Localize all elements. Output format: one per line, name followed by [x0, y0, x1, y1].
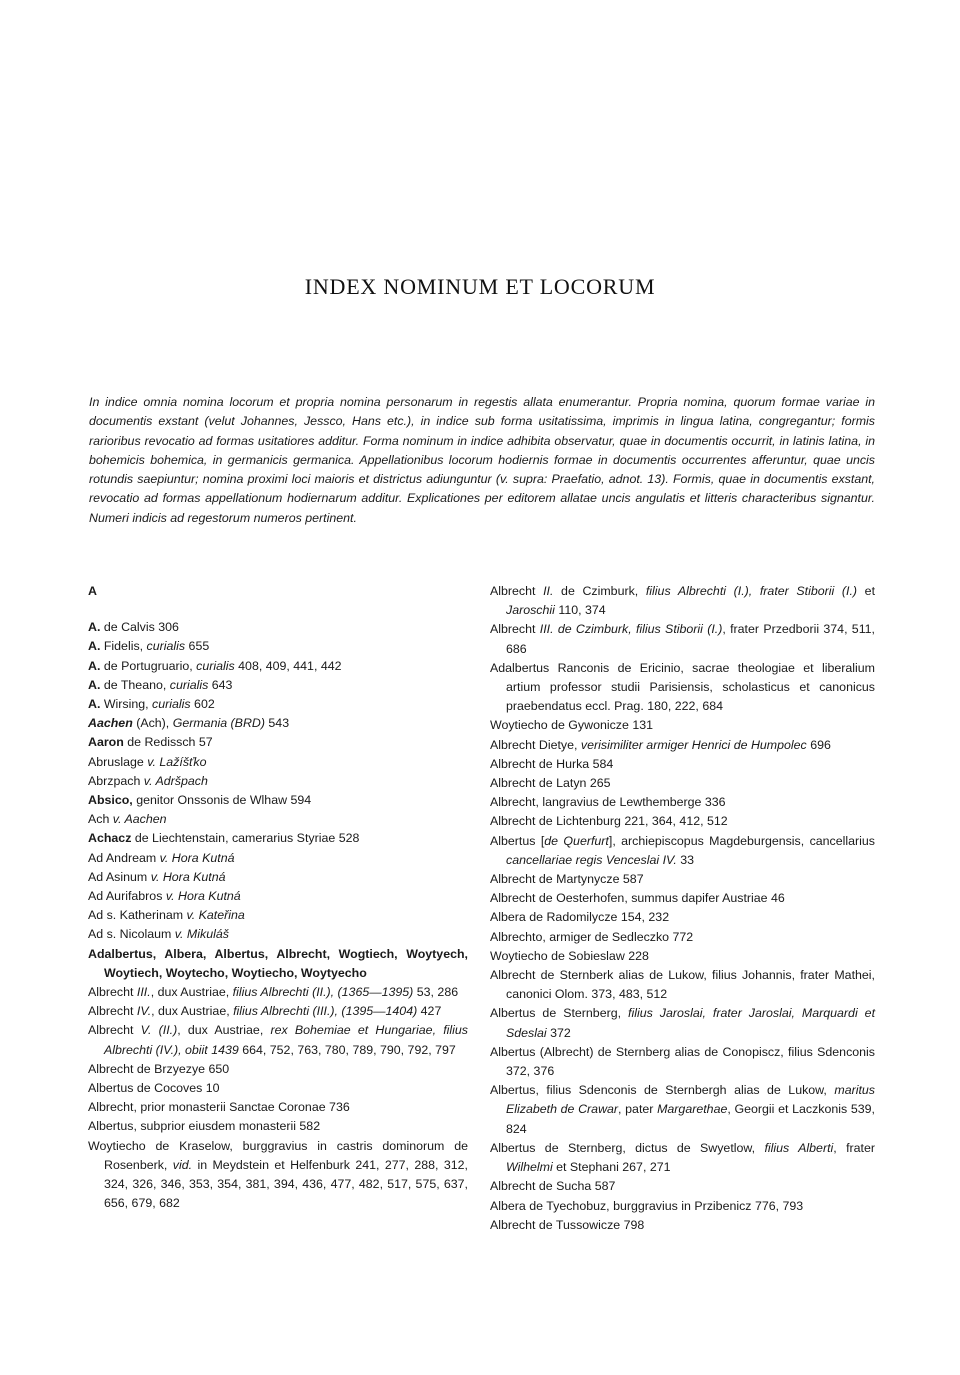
- entry-part: curialis: [196, 658, 235, 673]
- entry-part: Albertus [: [490, 833, 545, 848]
- entry-part: , dux Austriae,: [151, 1004, 234, 1019]
- entry-part: Albertus (Albrecht) de Sternberg alias de Conopiscz, filius Sdenconis 372, 376: [490, 1044, 875, 1079]
- entry-part: Albrecht: [490, 584, 544, 598]
- entry-part: Albrecht de Sternberk alias de Lukow, filius Johannis, frater Mathei, canonici Olom. 373, 483, 512: [490, 968, 875, 1002]
- index-entry: [88, 791, 468, 810]
- index-entry: [88, 829, 468, 848]
- index-entry: [88, 1117, 468, 1136]
- index-entry: [88, 1098, 468, 1117]
- entry-part: A.: [88, 677, 101, 692]
- entry-part: Albertus, filius Sdenconis de Sternbergh alias de Lukow,: [490, 1083, 835, 1098]
- entry-part: de Liechtenstain, camerarius Styriae 528: [131, 831, 360, 846]
- index-entry: [490, 908, 875, 927]
- entry-part: , pater: [618, 1102, 658, 1117]
- entry-part: 372: [546, 1025, 571, 1040]
- entry-part: 643: [208, 677, 233, 692]
- entry-part: in Meydstein et Helfenburk 241, 277, 288, 312, 324, 326, 346, 353, 354, 381, 394, 436, 477, 482, 517, 575, 637, 656, 679, 682: [104, 1157, 469, 1211]
- entry-part: Albrecht de Sucha 587: [490, 1179, 616, 1194]
- entry-part: IV.: [136, 1004, 152, 1019]
- entry-part: , frater Przedborii 374, 511, 686: [506, 622, 875, 656]
- index-entry: [88, 810, 468, 829]
- entry-part: (Ach),: [132, 716, 173, 731]
- index-entry: [88, 753, 468, 772]
- entry-part: Jaroschii: [506, 603, 555, 618]
- entry-part: Albrecht de Martynycze 587: [490, 872, 644, 887]
- index-entry: [88, 849, 468, 868]
- entry-part: 655: [185, 639, 210, 654]
- entry-part: Albrecht, langravius de Lewthemberge 336: [490, 795, 726, 810]
- index-entry: [490, 1139, 875, 1177]
- entry-part: Albrechto, armiger de Sedleczko 772: [490, 929, 694, 944]
- index-entry: [490, 1043, 875, 1081]
- index-entry: [88, 887, 468, 906]
- entry-part: curialis: [152, 697, 191, 711]
- entry-part: 427: [417, 1004, 442, 1019]
- index-entry: [490, 1197, 875, 1216]
- entry-part: Achacz: [88, 831, 132, 846]
- index-entry: [490, 716, 875, 735]
- entry-part: Aachen: [88, 716, 133, 731]
- entry-part: Woytiecho de Sobieslaw 228: [490, 948, 649, 963]
- index-entry: [490, 736, 875, 755]
- entry-part: Albertus de Cocoves 10: [88, 1081, 220, 1096]
- entry-part: Adalbertus, Albera, Albertus, Albrecht, Wogtiech, Woytyech, Woytiech, Woytecho, Woytiecho, Woytyecho: [88, 946, 468, 980]
- entry-part: maritus Elizabeth de Crawar: [506, 1083, 875, 1117]
- entry-part: filius Albrechti (II.), (1365—1395): [232, 985, 414, 1000]
- entry-part: v. Aachen: [112, 812, 167, 827]
- entry-part: Albertus de Sternberg,: [490, 1006, 629, 1021]
- index-entry: [88, 1021, 468, 1059]
- index-entry: [490, 582, 875, 620]
- entry-part: filius Jaroslai, frater Jaroslai, Marquardi et Sdeslai: [506, 1006, 876, 1040]
- entry-part: II.: [543, 584, 554, 598]
- index-entry: [490, 1004, 875, 1042]
- entry-part: Ad Aurifabros: [88, 889, 166, 904]
- entry-part: Absico,: [88, 793, 133, 808]
- entry-part: 696: [806, 737, 831, 752]
- index-entry: [88, 772, 468, 791]
- index-entry: [88, 1137, 468, 1214]
- entry-part: A.: [88, 697, 101, 711]
- entry-part: Albrecht, prior monasterii Sanctae Coronae 736: [88, 1100, 350, 1115]
- entry-part: Ad s. Nicolaum: [88, 927, 175, 942]
- index-entry: [490, 659, 875, 717]
- entry-part: de Redissch 57: [123, 735, 213, 750]
- index-entry: [88, 925, 468, 944]
- entry-part: 543: [264, 716, 290, 731]
- entry-part: filius Albrechti (I.), frater Stiborii (I.): [645, 584, 858, 598]
- entry-part: III.: [136, 985, 151, 1000]
- entry-part: Albera de Radomilycze 154, 232: [490, 910, 670, 925]
- index-entry: [88, 695, 468, 714]
- entry-part: 33: [676, 852, 695, 867]
- entry-part: Wirsing,: [100, 697, 153, 711]
- index-entry: [88, 945, 468, 983]
- entry-part: cancellariae regis Venceslai IV.: [506, 852, 677, 867]
- entry-part: filius Alberti: [764, 1140, 834, 1155]
- entry-part: 602: [190, 697, 215, 711]
- index-entry: [490, 1081, 875, 1139]
- entry-part: Abrzpach: [88, 773, 144, 788]
- entry-part: v. Lažíšťko: [147, 754, 207, 769]
- index-column-left: [88, 582, 468, 1213]
- entry-part: de Czimburk,: [553, 584, 646, 598]
- index-entry: [88, 1002, 468, 1021]
- entry-part: Albrecht: [490, 622, 540, 637]
- entry-part: Abruslage: [88, 754, 148, 769]
- entry-part: Ad Asinum: [88, 869, 151, 884]
- index-entry: [88, 657, 468, 676]
- index-entry: [490, 870, 875, 889]
- entry-part: Fidelis,: [100, 639, 147, 654]
- entry-part: Albrecht de Hurka 584: [490, 756, 614, 771]
- entry-part: Ach: [88, 812, 113, 827]
- entry-part: Ad Andream: [88, 850, 160, 865]
- index-entry: [490, 620, 875, 658]
- section-letter: A: [88, 584, 97, 598]
- entry-part: Aaron: [88, 735, 124, 750]
- entry-part: Albrecht de Tussowicze 798: [490, 1217, 645, 1232]
- entry-part: et Stephani 267, 271: [552, 1160, 671, 1175]
- index-entry: [88, 983, 468, 1002]
- entry-part: v. Adršpach: [143, 773, 208, 788]
- index-entry: [490, 832, 875, 870]
- entry-part: Adalbertus Ranconis de Ericinio, sacrae theologiae et liberalium artium professor studii Parisiensis, scholasticus et canonicus praebendatus eccl. Prag. 180, 222, 684: [490, 660, 875, 714]
- entry-part: III. de Czimburk, filius Stiborii (I.): [539, 622, 723, 637]
- index-entry: [88, 637, 468, 656]
- entries-right: [490, 582, 875, 1235]
- entry-part: de Theano,: [100, 677, 170, 692]
- entry-part: A.: [88, 639, 101, 654]
- entry-part: 110, 374: [554, 603, 606, 618]
- entry-part: Albrecht: [88, 985, 137, 1000]
- entry-part: ], archiepiscopus Magdeburgensis, cancellarius: [608, 833, 875, 848]
- entry-part: Albrecht de Latyn 265: [490, 776, 611, 791]
- entry-part: de Querfurt: [544, 833, 609, 848]
- entry-part: verisimiliter armiger Henrici de Humpolec: [580, 737, 807, 752]
- entry-part: Albrecht de Brzyezye 650: [88, 1061, 230, 1076]
- entry-part: vid.: [172, 1157, 193, 1172]
- entry-part: Ad s. Katherinam: [88, 908, 187, 923]
- entry-part: Woytiecho de Kraselow, burggravius in castris dominorum de Rosenberk,: [88, 1138, 468, 1172]
- index-entry: [88, 676, 468, 695]
- entry-part: Germania (BRD): [172, 716, 265, 731]
- entry-part: v. Mikuláš: [174, 927, 229, 942]
- entry-part: Woytiecho de Gywonicze 131: [490, 718, 654, 733]
- index-entry: [88, 618, 468, 637]
- entry-part: Albrecht de Oesterhofen, summus dapifer Austriae 46: [490, 891, 785, 906]
- entry-part: de Calvis 306: [100, 620, 179, 635]
- entry-part: Albrecht: [88, 1023, 141, 1038]
- index-entry: [490, 928, 875, 947]
- index-column-right: [490, 582, 875, 1235]
- index-entry: [88, 1060, 468, 1079]
- entry-part: A.: [88, 658, 101, 673]
- entry-part: Albertus de Sternberg, dictus de Swyetlow,: [490, 1140, 765, 1155]
- index-entry: [88, 1079, 468, 1098]
- entry-part: de Portugruario,: [100, 658, 197, 673]
- index-entry: [490, 774, 875, 793]
- entry-part: Margarethae: [657, 1102, 728, 1117]
- index-entry: [490, 966, 875, 1004]
- entry-part: , Georgii et Laczkonis 539, 824: [506, 1102, 875, 1136]
- entry-part: Albrecht de Lichtenburg 221, 364, 412, 512: [490, 814, 728, 829]
- entry-part: v. Hora Kutná: [165, 889, 241, 904]
- entry-part: v. Hora Kutná: [159, 850, 235, 865]
- entry-part: genitor Onssonis de Wlhaw 594: [132, 793, 312, 808]
- intro-paragraph: In indice omnia nomina locorum et propria nomina personarum in regestis allata enumerantur. Propria nomina, quorum formae variae in documentis exstant (velut Johannes, Jessco, Hans etc.), in indice sub forma usitatissima, imprimis in lingua latina, congregantur; formis rarioribus revocatio ad formas usitatiores additur. Forma nominum in indice adhibita observatur, quae in documentis occurrit, in latinis latina, in bohemicis bohemica, in germanicis germanica. Appellationibus locorum hodiernis formae in documentis occurrentes afferuntur, quae uncis rotundis saepiuntur; nomina proximi loci maioris et districtus adiunguntur (v. supra: Praefatio, adnot. 13). Formis, quae in documentis exstant, revocatio ad formas appellationum hodiernarum additur. Explicationes per editorem allatae uncis angulatis et litteris characteribus signantur. Numeri indicis ad regestorum numeros pertinent.: [89, 395, 875, 525]
- entry-part: Wilhelmi: [506, 1160, 553, 1175]
- entry-part: Albertus, subprior eiusdem monasterii 582: [88, 1119, 321, 1134]
- entry-part: curialis: [146, 639, 186, 654]
- entry-part: 664, 752, 763, 780, 789, 790, 792, 797: [238, 1042, 456, 1057]
- entry-part: V. (II.): [140, 1023, 178, 1038]
- entry-part: Albera de Tyechobuz, burggravius in Przibenicz 776, 793: [490, 1198, 804, 1213]
- entry-part: curialis: [169, 677, 209, 692]
- index-entry: [88, 714, 468, 733]
- index-entry: [490, 889, 875, 908]
- index-entry: [490, 755, 875, 774]
- entry-part: Albrecht Dietye,: [490, 737, 581, 752]
- entry-part: 53, 286: [413, 985, 459, 1000]
- index-entry: [490, 1177, 875, 1196]
- entry-part: rex Bohemiae et Hungariae, filius Albrechti (IV.), obiit 1439: [104, 1023, 469, 1057]
- entry-part: filius Albrechti (III.), (1395—1404): [233, 1004, 418, 1019]
- entry-part: , dux Austriae,: [177, 1023, 271, 1038]
- index-entry: [88, 868, 468, 887]
- entry-part: v. Hora Kutná: [150, 869, 226, 884]
- index-entry: [490, 812, 875, 831]
- entry-part: , dux Austriae,: [150, 985, 233, 1000]
- index-entry: [490, 1216, 875, 1235]
- index-entry: [490, 793, 875, 812]
- page-title: INDEX NOMINUM ET LOCORUM: [304, 274, 656, 299]
- entry-part: et: [857, 584, 876, 598]
- entry-part: 408, 409, 441, 442: [234, 658, 342, 673]
- entry-part: Albrecht: [88, 1004, 137, 1019]
- entries-left: [88, 618, 468, 1213]
- index-entry: [490, 947, 875, 966]
- index-entry: [88, 733, 468, 752]
- entry-part: A.: [88, 620, 101, 635]
- index-entry: [88, 906, 468, 925]
- entry-part: v. Kateřina: [186, 908, 245, 923]
- entry-part: , frater: [833, 1140, 875, 1155]
